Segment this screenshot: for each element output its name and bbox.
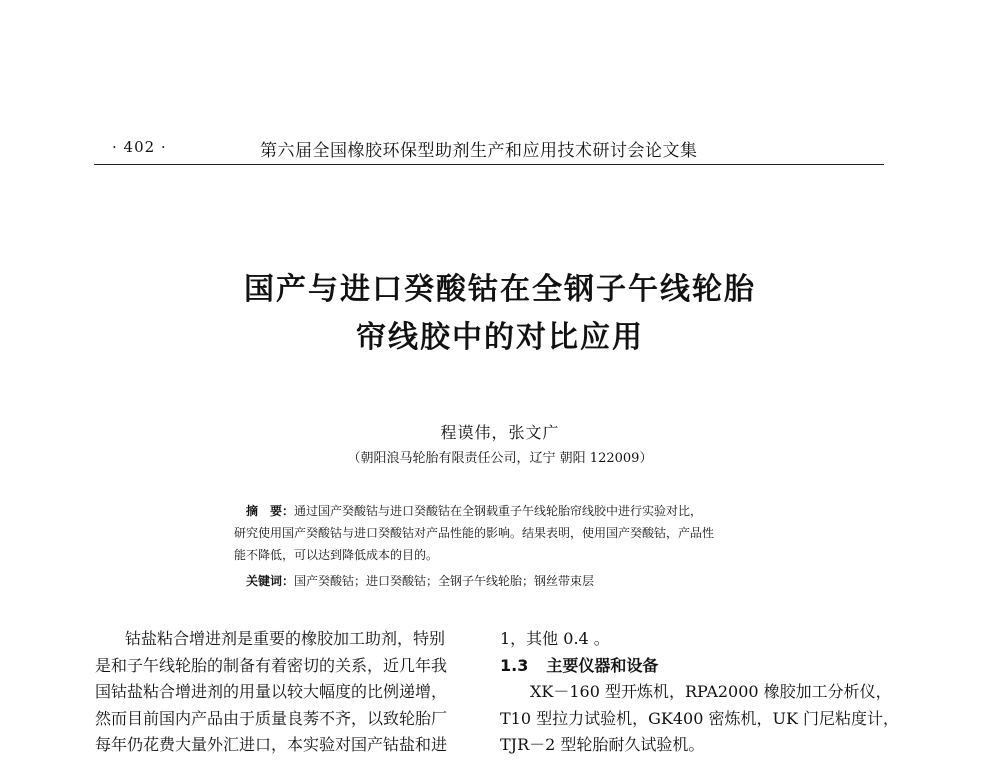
body-line: 然而目前国内产品由于质量良莠不齐，以致轮胎厂 [95, 708, 448, 728]
body-line: 1，其他 0.4 。 [500, 629, 610, 648]
running-header [94, 136, 884, 162]
abstract-line-1 [234, 500, 754, 522]
body-line: 每年仍花费大量外汇进口，本实验对国产钴盐和进 [95, 735, 448, 754]
body-line: 是和子午线轮胎的制备有着密切的关系，近几年我 [95, 655, 448, 675]
body-line: XK－160 型开炼机，RPA2000 橡胶加工分析仪， [530, 682, 892, 701]
title-line-2: 帘线胶中的对比应用 [356, 320, 644, 355]
journal-title: 第六届全国橡胶环保型助剂生产和应用技术研讨会论文集 [260, 141, 698, 161]
page-number: · 402 · [112, 138, 167, 156]
keywords-label: 关键词： [246, 574, 295, 588]
abstract-text-1: 通过国产癸酸钴与进口癸酸钴在全钢载重子午线轮胎帘线胶中进行实验对比， [294, 504, 703, 518]
abstract [234, 500, 754, 566]
abstract-line-3: 能不降低，可以达到降低成本的目的。 [234, 548, 439, 562]
title-line-1: 国产与进口癸酸钴在全钢子午线轮胎 [244, 272, 756, 307]
section-heading [500, 653, 900, 680]
body-line: T10 型拉力试验机，GK400 密炼机，UK 门尼粘度计， [500, 708, 900, 728]
header-rule [94, 164, 884, 165]
affiliation: （朝阳浪马轮胎有限责任公司，辽宁 朝阳 122009） [347, 451, 653, 466]
section-number: 1.3 [500, 655, 529, 675]
paper-title [0, 266, 1000, 362]
body-column-left [95, 626, 475, 759]
abstract-line-2: 研究使用国产癸酸钴与进口癸酸钴对产品性能的影响。结果表明，使用国产癸酸钴，产品性 [234, 526, 715, 540]
abstract-label: 摘 要： [246, 504, 295, 518]
section-title: 主要仪器和设备 [546, 655, 659, 675]
authors: 程谟伟，张文广 [440, 423, 560, 442]
body-line: 国钴盐粘合增进剂的用量以较大幅度的比例递增， [95, 682, 448, 701]
body-column-right [500, 626, 900, 759]
keywords [246, 572, 766, 589]
body-line: 钴盐粘合增进剂是重要的橡胶加工助剂，特别 [125, 629, 446, 648]
body-line: TJR－2 型轮胎耐久试验机。 [500, 735, 705, 754]
keywords-text: 国产癸酸钴；进口癸酸钴；全钢子午线轮胎；钢丝带束层 [294, 574, 595, 588]
